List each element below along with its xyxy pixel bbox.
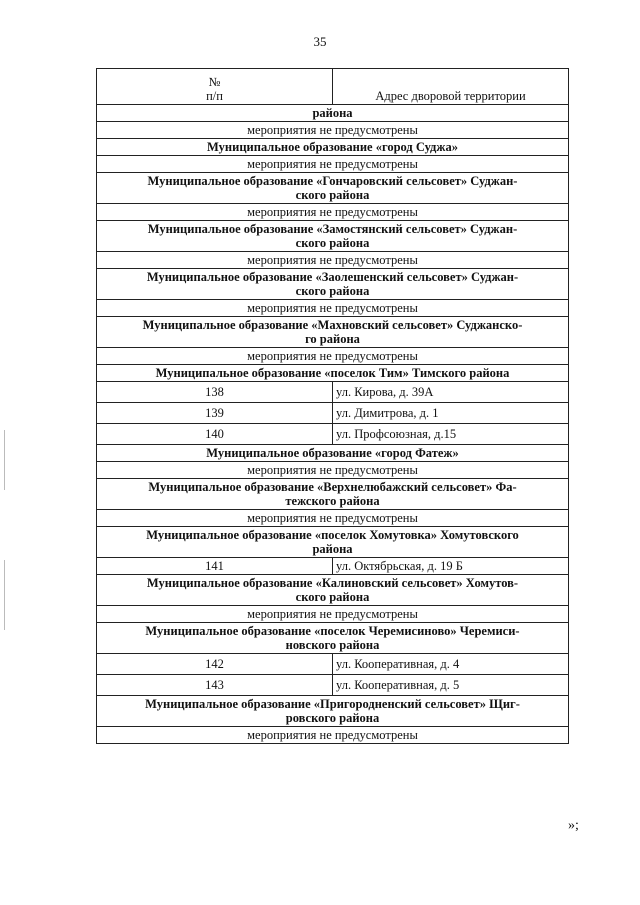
table-header-row — [97, 69, 569, 105]
no-measures-cell: мероприятия не предусмотрены — [97, 462, 569, 479]
address-cell: ул. Кооперативная, д. 4 — [333, 654, 569, 675]
no-measures-row — [97, 606, 569, 623]
scan-margin-line — [4, 560, 5, 630]
no-measures-cell: мероприятия не предусмотрены — [97, 122, 569, 139]
municipality-heading-row — [97, 696, 569, 727]
row-number-cell: 142 — [97, 654, 333, 675]
municipality-heading-cell: Муниципальное образование «Гончаровский сельсовет» Суджан- ского района — [97, 173, 569, 204]
municipality-heading-cell: Муниципальное образование «Пригородненский сельсовет» Щиг- ровского района — [97, 696, 569, 727]
column-header-address: Адрес дворовой территории — [333, 69, 569, 105]
municipality-heading-cell: Муниципальное образование «Замостянский сельсовет» Суджан- ского района — [97, 221, 569, 252]
no-measures-cell: мероприятия не предусмотрены — [97, 204, 569, 221]
column-header-number: № п/п — [97, 69, 333, 105]
row-number-cell: 143 — [97, 675, 333, 696]
no-measures-row — [97, 204, 569, 221]
closing-quote-mark: »; — [568, 818, 579, 833]
address-cell: ул. Кооперативная, д. 5 — [333, 675, 569, 696]
municipality-heading-row — [97, 365, 569, 382]
no-measures-row — [97, 510, 569, 527]
no-measures-cell: мероприятия не предусмотрены — [97, 606, 569, 623]
address-row — [97, 424, 569, 445]
address-row — [97, 382, 569, 403]
municipality-heading-cell: Муниципальное образование «Калиновский сельсовет» Хомутов- ского района — [97, 575, 569, 606]
municipality-heading-cell: Муниципальное образование «город Фатеж» — [97, 445, 569, 462]
address-row — [97, 558, 569, 575]
municipality-heading-row — [97, 105, 569, 122]
no-measures-cell: мероприятия не предусмотрены — [97, 727, 569, 744]
municipality-heading-row — [97, 575, 569, 606]
municipality-heading-cell: Муниципальное образование «Заолешенский сельсовет» Суджан- ского района — [97, 269, 569, 300]
address-cell: ул. Димитрова, д. 1 — [333, 403, 569, 424]
municipality-heading-cell: Муниципальное образование «поселок Тим» Тимского района — [97, 365, 569, 382]
municipality-heading-row — [97, 479, 569, 510]
municipality-heading-row — [97, 221, 569, 252]
no-measures-cell: мероприятия не предусмотрены — [97, 252, 569, 269]
address-row — [97, 654, 569, 675]
municipality-heading-row — [97, 173, 569, 204]
no-measures-row — [97, 348, 569, 365]
municipality-heading-row — [97, 317, 569, 348]
no-measures-row — [97, 300, 569, 317]
address-row — [97, 675, 569, 696]
municipality-heading-cell: Муниципальное образование «поселок Черемисиново» Черемиси- новского района — [97, 623, 569, 654]
row-number-cell: 139 — [97, 403, 333, 424]
municipality-heading-row — [97, 445, 569, 462]
municipality-heading-row — [97, 623, 569, 654]
row-number-cell: 140 — [97, 424, 333, 445]
no-measures-cell: мероприятия не предусмотрены — [97, 348, 569, 365]
page-number: 35 — [313, 34, 327, 49]
table-body — [97, 105, 569, 744]
no-measures-cell: мероприятия не предусмотрены — [97, 510, 569, 527]
scan-margin-line — [4, 430, 5, 490]
no-measures-cell: мероприятия не предусмотрены — [97, 156, 569, 173]
municipality-heading-row — [97, 139, 569, 156]
municipality-heading-cell: Муниципальное образование «Махновский сельсовет» Суджанско- го района — [97, 317, 569, 348]
no-measures-row — [97, 156, 569, 173]
municipality-heading-row — [97, 269, 569, 300]
address-table — [96, 68, 569, 744]
no-measures-row — [97, 727, 569, 744]
no-measures-row — [97, 252, 569, 269]
municipality-heading-cell: Муниципальное образование «Верхнелюбажский сельсовет» Фа- тежского района — [97, 479, 569, 510]
row-number-cell: 138 — [97, 382, 333, 403]
row-number-cell: 141 — [97, 558, 333, 575]
municipality-heading-row — [97, 527, 569, 558]
address-cell: ул. Профсоюзная, д.15 — [333, 424, 569, 445]
municipality-heading-cell: Муниципальное образование «город Суджа» — [97, 139, 569, 156]
municipality-heading-cell: района — [97, 105, 569, 122]
no-measures-row — [97, 122, 569, 139]
municipality-heading-cell: Муниципальное образование «поселок Хомутовка» Хомутовского района — [97, 527, 569, 558]
address-cell: ул. Кирова, д. 39А — [333, 382, 569, 403]
no-measures-row — [97, 462, 569, 479]
address-cell: ул. Октябрьская, д. 19 Б — [333, 558, 569, 575]
no-measures-cell: мероприятия не предусмотрены — [97, 300, 569, 317]
address-row — [97, 403, 569, 424]
